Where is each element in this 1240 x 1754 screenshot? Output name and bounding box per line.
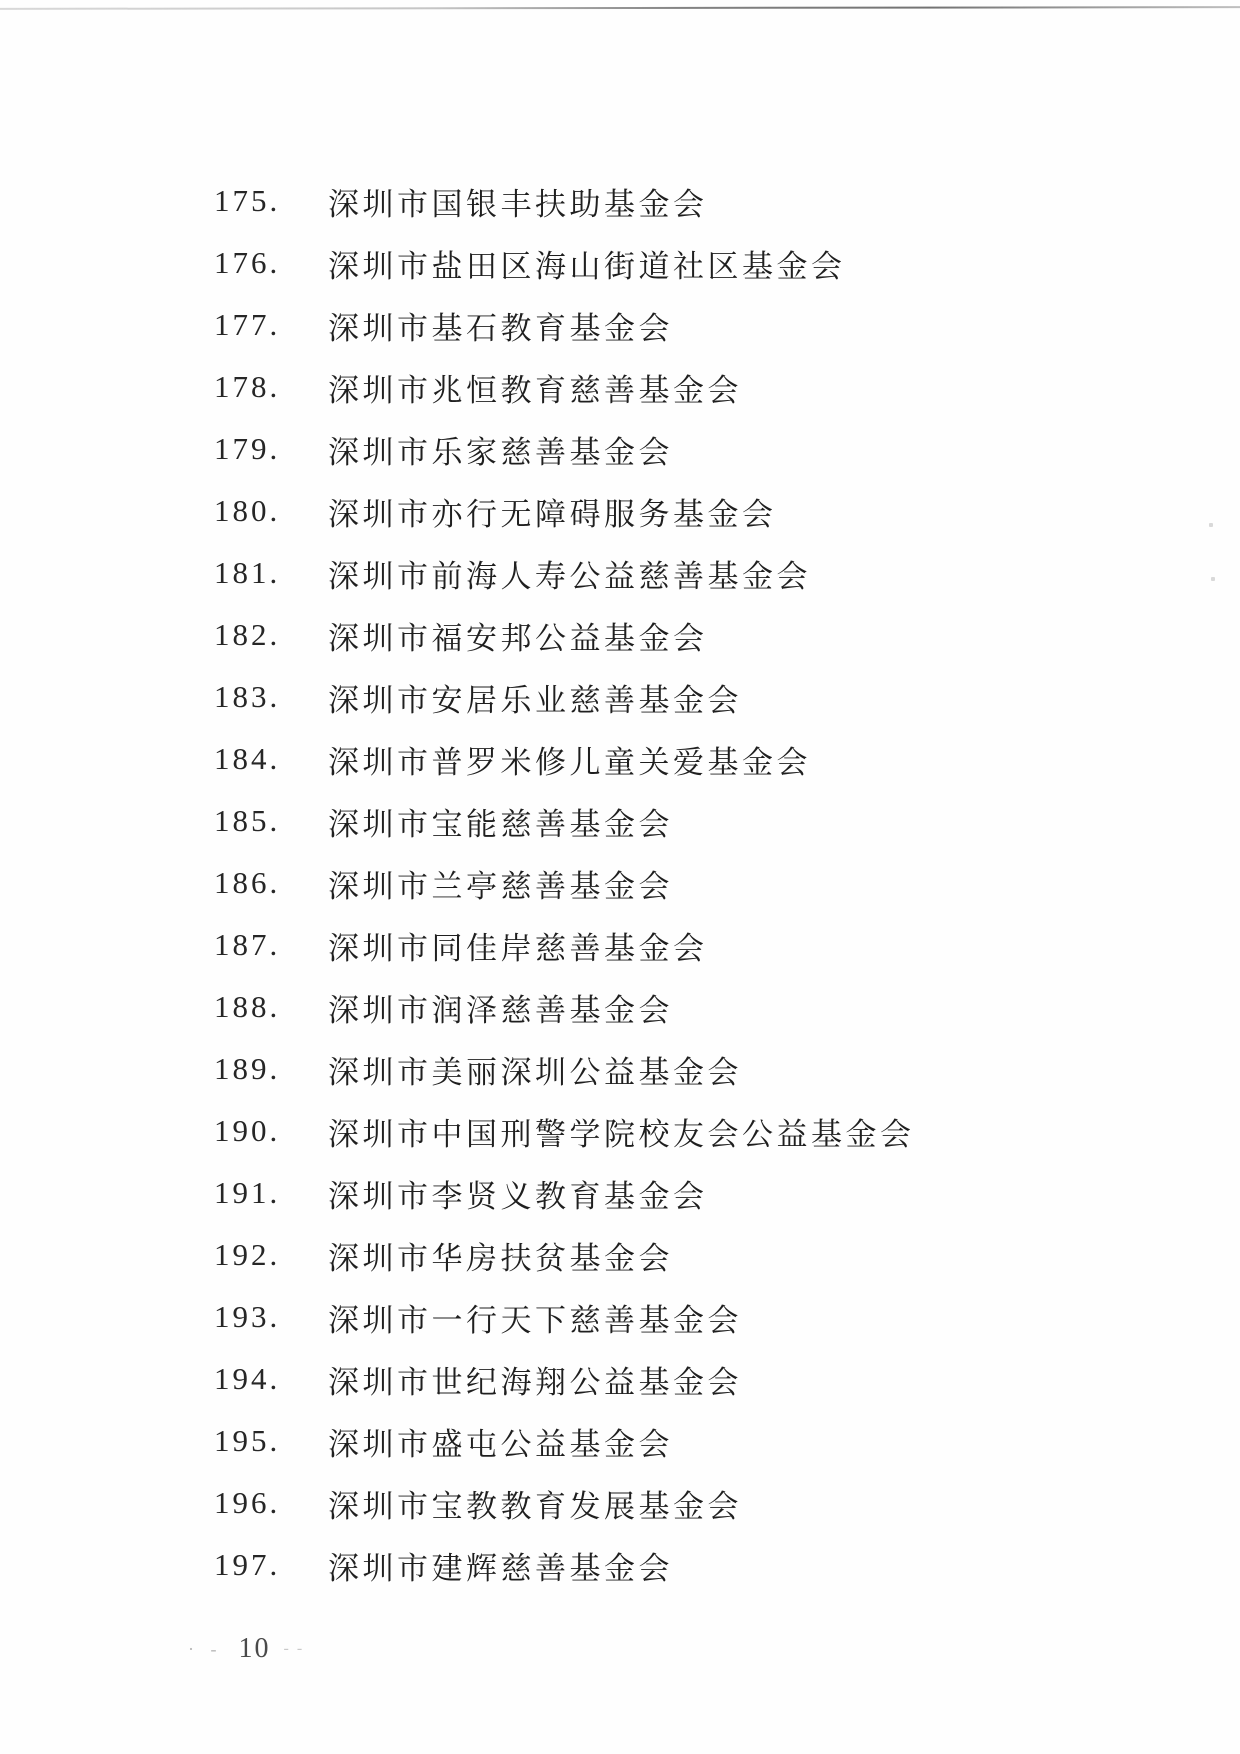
- scan-edge-line: [0, 6, 1240, 10]
- item-name: 深圳市世纪海翔公益基金会: [328, 1364, 742, 1400]
- item-number: 183.: [214, 679, 281, 714]
- list-item: [214, 1410, 915, 1472]
- item-number: 193.: [214, 1299, 281, 1334]
- item-name: 深圳市一行天下慈善基金会: [328, 1302, 742, 1338]
- list-item: [214, 790, 915, 852]
- item-name: 深圳市前海人寿公益慈善基金会: [328, 558, 811, 594]
- item-number: 185.: [214, 803, 281, 838]
- item-number: 182.: [214, 617, 281, 652]
- list-item: [214, 914, 915, 976]
- foundation-list: [214, 170, 915, 1596]
- item-name: 深圳市安居乐业慈善基金会: [328, 682, 742, 718]
- item-name: 深圳市宝能慈善基金会: [328, 806, 673, 842]
- item-name: 深圳市盛屯公益基金会: [328, 1426, 673, 1462]
- list-item: [214, 666, 915, 728]
- item-number: 176.: [214, 245, 281, 280]
- item-number: 192.: [214, 1237, 281, 1272]
- list-item: [214, 1162, 915, 1224]
- list-item: [214, 542, 915, 604]
- list-item: [214, 1224, 915, 1286]
- scan-speck: [1211, 577, 1215, 581]
- item-name: 深圳市乐家慈善基金会: [328, 434, 673, 470]
- list-item: [214, 1286, 915, 1348]
- list-item: [214, 728, 915, 790]
- page-number: 10: [238, 1633, 271, 1664]
- item-name: 深圳市福安邦公益基金会: [328, 620, 708, 656]
- item-number: 194.: [214, 1361, 281, 1396]
- item-name: 深圳市宝教教育发展基金会: [328, 1488, 742, 1524]
- list-item: [214, 480, 915, 542]
- item-number: 189.: [214, 1051, 281, 1086]
- item-number: 196.: [214, 1485, 281, 1520]
- list-item: [214, 1472, 915, 1534]
- list-item: [214, 418, 915, 480]
- list-item: [214, 604, 915, 666]
- item-number: 188.: [214, 989, 281, 1024]
- item-name: 深圳市亦行无障碍服务基金会: [328, 496, 777, 532]
- item-number: 175.: [214, 183, 281, 218]
- item-number: 187.: [214, 927, 281, 962]
- list-item: [214, 852, 915, 914]
- item-name: 深圳市建辉慈善基金会: [328, 1550, 673, 1586]
- item-number: 197.: [214, 1547, 281, 1582]
- list-item: [214, 356, 915, 418]
- list-item: [214, 232, 915, 294]
- page-footer: [188, 1634, 304, 1664]
- list-item: [214, 1534, 915, 1596]
- item-name: 深圳市盐田区海山街道社区基金会: [328, 248, 846, 284]
- item-number: 184.: [214, 741, 281, 776]
- item-name: 深圳市国银丰扶助基金会: [328, 186, 708, 222]
- footer-left-mark: · -: [188, 1638, 223, 1659]
- item-number: 191.: [214, 1175, 281, 1210]
- item-name: 深圳市华房扶贫基金会: [328, 1240, 673, 1276]
- footer-right-mark: - -: [283, 1640, 305, 1657]
- item-number: 186.: [214, 865, 281, 900]
- item-name: 深圳市兰亭慈善基金会: [328, 868, 673, 904]
- item-name: 深圳市同佳岸慈善基金会: [328, 930, 708, 966]
- list-item: [214, 294, 915, 356]
- item-name: 深圳市中国刑警学院校友会公益基金会: [328, 1116, 915, 1152]
- list-item: [214, 1348, 915, 1410]
- item-name: 深圳市兆恒教育慈善基金会: [328, 372, 742, 408]
- scan-speck: [1209, 523, 1213, 527]
- item-name: 深圳市美丽深圳公益基金会: [328, 1054, 742, 1090]
- item-number: 177.: [214, 307, 281, 342]
- item-name: 深圳市基石教育基金会: [328, 310, 673, 346]
- list-item: [214, 976, 915, 1038]
- item-number: 181.: [214, 555, 281, 590]
- item-name: 深圳市润泽慈善基金会: [328, 992, 673, 1028]
- item-number: 195.: [214, 1423, 281, 1458]
- list-item: [214, 170, 915, 232]
- list-item: [214, 1100, 915, 1162]
- item-number: 179.: [214, 431, 281, 466]
- item-name: 深圳市李贤义教育基金会: [328, 1178, 708, 1214]
- item-number: 180.: [214, 493, 281, 528]
- list-item: [214, 1038, 915, 1100]
- item-number: 178.: [214, 369, 281, 404]
- item-name: 深圳市普罗米修儿童关爱基金会: [328, 744, 811, 780]
- item-number: 190.: [214, 1113, 281, 1148]
